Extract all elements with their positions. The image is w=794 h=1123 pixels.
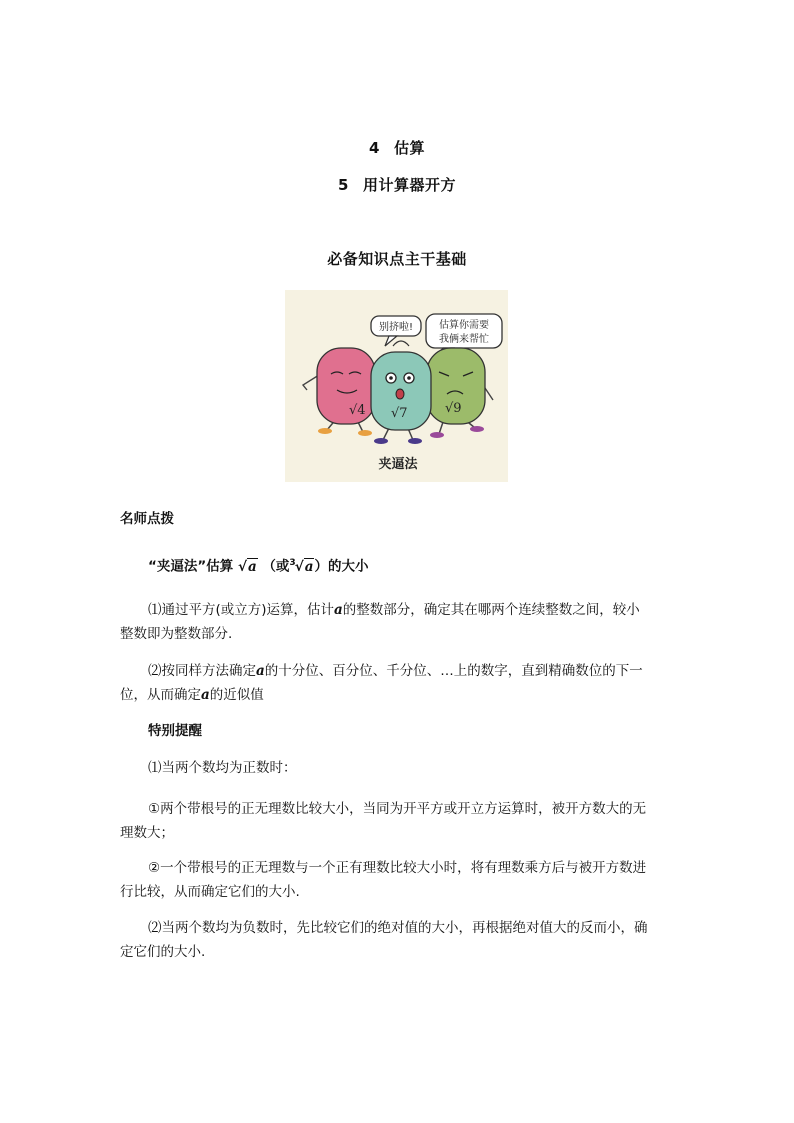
var-a: a (334, 602, 343, 618)
bubble-right-line1: 估算你需要 (439, 320, 489, 331)
heading-text: ）的大小 (314, 558, 369, 575)
paragraph-3: ⑴当两个数均为正数时： (148, 760, 297, 776)
title-text: 估算 (393, 139, 425, 157)
section-title-5 (0, 174, 794, 195)
paragraph-6-line-1: ⑵当两个数均为负数时，先比较它们的绝对值的大小，再根据绝对值大的反而小，确 (148, 920, 648, 936)
var-a: a (201, 687, 210, 703)
illustration-caption: 夹逼法 (378, 457, 418, 472)
cbrt-a: √a (294, 558, 314, 575)
illustration-squeeze-method (285, 290, 508, 482)
text: 的十分位、百分位、千分位、…上的数字，直到精确数位的下一 (264, 663, 643, 679)
text: ⑴通过平方(或立方)运算，估计 (148, 602, 335, 618)
bubble-right-line2: 我俩来帮忙 (439, 334, 489, 345)
heading-text: （或 (262, 558, 290, 575)
paragraph-4-line-1: ①两个带根号的正无理数比较大小，当同为开平方或开立方运算时，被开方数大的无 (148, 801, 647, 817)
paragraph-5-line-2: 行比较，从而确定它们的大小. (120, 884, 300, 900)
var-a: a (256, 663, 265, 679)
char-left-label: √4 (349, 403, 366, 418)
title-number: 4 (369, 139, 380, 157)
subsection-title: 必备知识点主干基础 (327, 250, 467, 268)
paragraph-6-line-2: 定它们的大小. (120, 944, 206, 960)
title-number: 5 (338, 176, 349, 194)
heading-squeeze-method (148, 551, 368, 579)
paragraph-5-line-1: ②一个带根号的正无理数与一个正有理数比较大小时，将有理数乘方后与被开方数进 (148, 860, 647, 876)
heading-special-reminder: 特别提醒 (148, 723, 202, 739)
paragraph-1-line-2: 整数即为整数部分. (120, 626, 233, 642)
section-title-4 (0, 137, 794, 158)
text: ⑵按同样方法确定 (148, 663, 256, 679)
cube-root-index: 3 (289, 558, 296, 568)
paragraph-4-line-2: 理数大； (120, 825, 174, 841)
bubble-left-text: 别挤啦! (378, 322, 414, 333)
text: 的整数部分，确定其在哪两个连续整数之间，较小 (342, 602, 640, 618)
text: 的近似值 (209, 687, 264, 703)
char-right-label: √9 (445, 401, 462, 416)
sqrt-a: √a (237, 558, 257, 575)
paragraph-2-line-1 (148, 659, 643, 683)
paragraph-2-line-2 (120, 683, 264, 707)
paragraph-1-line-1 (148, 598, 640, 622)
heading-text: “夹逼法”估算 (148, 558, 234, 575)
text: 位，从而确定 (120, 687, 201, 703)
title-text: 用计算器开方 (362, 176, 456, 194)
character-pink (317, 348, 375, 424)
heading-teacher-tips: 名师点拨 (120, 511, 174, 527)
char-mid-label: √7 (391, 406, 408, 421)
